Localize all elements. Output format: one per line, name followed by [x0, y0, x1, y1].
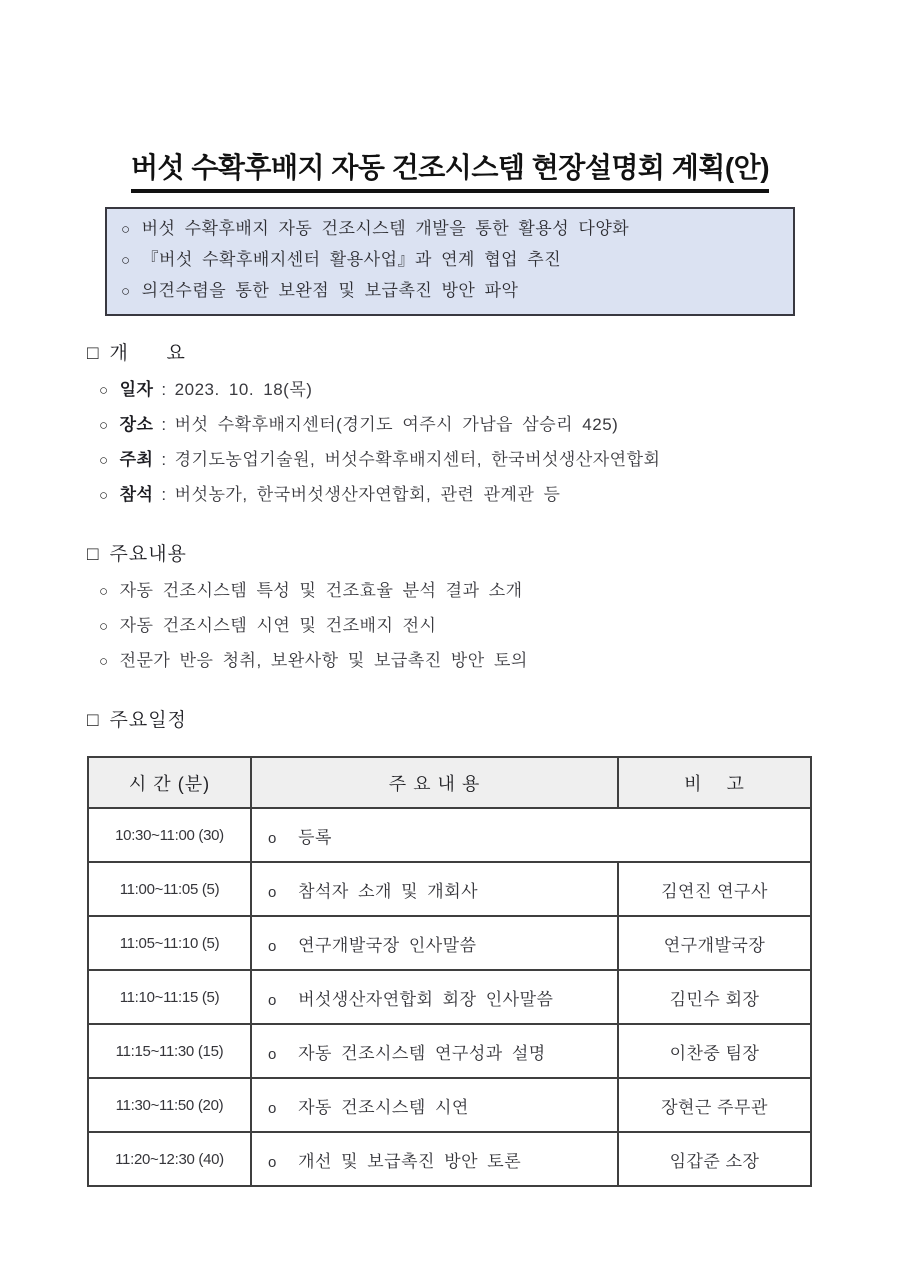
section-title: 주요내용	[109, 544, 187, 565]
overview-item-value: 2023. 10. 18(목)	[174, 380, 313, 399]
section-heading-overview	[87, 338, 900, 365]
separator: :	[161, 450, 167, 469]
circle-bullet-icon: ○	[99, 382, 109, 399]
content-text: 연구개발국장 인사말씀	[298, 935, 477, 955]
main-content-item	[99, 609, 900, 644]
main-content-list	[99, 574, 900, 679]
summary-box	[105, 207, 795, 316]
overview-item-label: 주최	[119, 450, 154, 469]
separator: :	[161, 415, 167, 434]
overview-item	[99, 373, 900, 408]
summary-item	[121, 214, 779, 245]
table-row	[88, 1078, 811, 1132]
overview-item-label: 장소	[119, 415, 154, 434]
overview-list	[99, 373, 900, 513]
square-bullet-icon: □	[87, 343, 100, 364]
time-cell: 11:10~11:15 (5)	[88, 970, 251, 1024]
time-cell: 11:15~11:30 (15)	[88, 1024, 251, 1078]
summary-item	[121, 245, 779, 276]
table-row	[88, 1132, 811, 1186]
table-row	[88, 916, 811, 970]
content-cell	[251, 808, 811, 862]
time-cell: 11:05~11:10 (5)	[88, 916, 251, 970]
content-text: 버섯생산자연합회 회장 인사말씀	[298, 989, 554, 1009]
note-cell: 김민수 회장	[618, 970, 811, 1024]
overview-item-label: 일자	[119, 380, 154, 399]
summary-item	[121, 276, 779, 307]
circle-bullet-icon: ○	[99, 618, 109, 635]
small-bullet-icon: o	[268, 1153, 277, 1171]
content-cell	[251, 862, 618, 916]
circle-bullet-icon: ○	[99, 583, 109, 600]
summary-item-text: 버섯 수확후배지 자동 건조시스템 개발을 통한 활용성 다양화	[141, 219, 630, 238]
note-cell: 이찬중 팀장	[618, 1024, 811, 1078]
time-cell: 11:20~12:30 (40)	[88, 1132, 251, 1186]
main-content-item-text: 자동 건조시스템 특성 및 건조효율 분석 결과 소개	[119, 581, 523, 600]
section-heading-main-content	[87, 539, 900, 566]
column-header-time: 시 간 (분)	[88, 757, 251, 808]
overview-item-label: 참석	[119, 485, 154, 504]
separator: :	[161, 380, 167, 399]
content-text: 개선 및 보급촉진 방안 토론	[298, 1151, 522, 1171]
small-bullet-icon: o	[268, 829, 277, 847]
content-cell	[251, 1024, 618, 1078]
note-cell: 장현근 주무관	[618, 1078, 811, 1132]
time-cell: 10:30~11:00 (30)	[88, 808, 251, 862]
small-bullet-icon: o	[268, 1045, 277, 1063]
circle-bullet-icon: ○	[99, 452, 109, 469]
circle-bullet-icon: ○	[121, 221, 131, 238]
table-row	[88, 1024, 811, 1078]
main-content-item	[99, 574, 900, 609]
section-heading-schedule	[87, 705, 900, 732]
column-header-note: 비 고	[618, 757, 811, 808]
section-title: 주요일정	[109, 710, 187, 731]
table-header-row	[88, 757, 811, 808]
circle-bullet-icon: ○	[99, 417, 109, 434]
column-header-content: 주 요 내 용	[251, 757, 618, 808]
circle-bullet-icon: ○	[121, 252, 131, 269]
note-cell: 임갑준 소장	[618, 1132, 811, 1186]
content-text: 등록	[298, 827, 332, 847]
page-title: 버섯 수확후배지 자동 건조시스템 현장설명회 계획(안)	[131, 146, 769, 193]
overview-item-value: 버섯 수확후배지센터(경기도 여주시 가남읍 삼승리 425)	[174, 415, 619, 434]
small-bullet-icon: o	[268, 1099, 277, 1117]
title-area	[0, 0, 900, 193]
time-cell: 11:30~11:50 (20)	[88, 1078, 251, 1132]
content-cell	[251, 916, 618, 970]
square-bullet-icon: □	[87, 544, 100, 565]
main-content-item	[99, 644, 900, 679]
overview-item	[99, 478, 900, 513]
content-text: 자동 건조시스템 연구성과 설명	[298, 1043, 546, 1063]
time-cell: 11:00~11:05 (5)	[88, 862, 251, 916]
main-content-item-text: 자동 건조시스템 시연 및 건조배지 전시	[119, 616, 437, 635]
note-cell: 연구개발국장	[618, 916, 811, 970]
square-bullet-icon: □	[87, 710, 100, 731]
separator: :	[161, 485, 167, 504]
small-bullet-icon: o	[268, 883, 277, 901]
content-cell	[251, 970, 618, 1024]
overview-item	[99, 408, 900, 443]
content-cell	[251, 1078, 618, 1132]
small-bullet-icon: o	[268, 937, 277, 955]
circle-bullet-icon: ○	[99, 653, 109, 670]
content-cell	[251, 1132, 618, 1186]
content-text: 자동 건조시스템 시연	[298, 1097, 469, 1117]
overview-item	[99, 443, 900, 478]
overview-item-value: 버섯농가, 한국버섯생산자연합회, 관련 관계관 등	[174, 485, 561, 504]
table-row	[88, 970, 811, 1024]
table-row	[88, 808, 811, 862]
summary-item-text: 의견수렴을 통한 보완점 및 보급촉진 방안 파악	[141, 281, 519, 300]
main-content-item-text: 전문가 반응 청취, 보완사항 및 보급촉진 방안 토의	[119, 651, 528, 670]
note-cell: 김연진 연구사	[618, 862, 811, 916]
circle-bullet-icon: ○	[99, 487, 109, 504]
content-text: 참석자 소개 및 개회사	[298, 881, 479, 901]
overview-item-value: 경기도농업기술원, 버섯수확후배지센터, 한국버섯생산자연합회	[174, 450, 661, 469]
table-row	[88, 862, 811, 916]
small-bullet-icon: o	[268, 991, 277, 1009]
schedule-table	[87, 756, 812, 1187]
section-title: 개 요	[109, 343, 186, 364]
circle-bullet-icon: ○	[121, 283, 131, 300]
summary-item-text: 『버섯 수확후배지센터 활용사업』과 연계 협업 추진	[141, 250, 562, 269]
